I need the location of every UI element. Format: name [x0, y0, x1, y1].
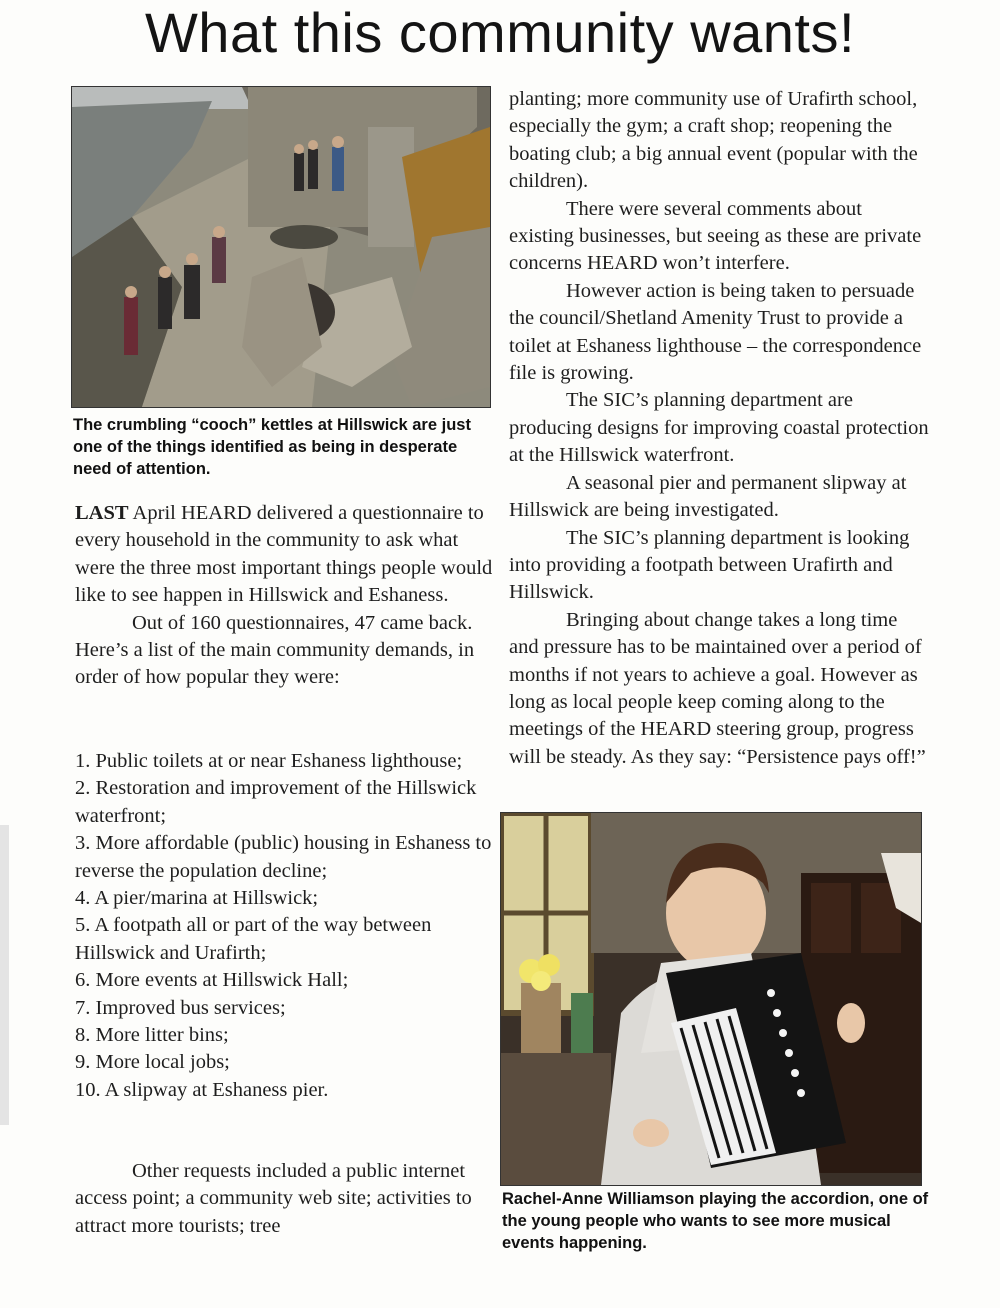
list-item: 3. More affordable (public) housing in Eshaness to reverse the population decline;: [75, 832, 492, 882]
lead-word: LAST: [75, 502, 129, 524]
community-demands-list: [75, 748, 500, 1104]
questionnaire-results-paragraph: Out of 160 questionnaires, 47 came back. Here’s a list of the main community demands, in order of how popular they were:: [75, 611, 475, 689]
body-paragraph: Bringing about change takes a long time and pressure has to be maintained over a period of months if not years to achieve a goal. However as long as local people keep coming along to the meetings of the HEARD steering group, progress will be steady. As they say: “Persistence pays off!”: [509, 608, 926, 768]
intro-paragraph: [75, 500, 495, 610]
list-item: 2. Restoration and improvement of the Hillswick waterfront;: [75, 777, 477, 827]
body-paragraph: The SIC’s planning department is looking into providing a footpath between Urafirth and Hillswick.: [509, 526, 910, 604]
scan-edge-strip: [0, 825, 9, 1125]
list-item: 7. Improved bus services;: [75, 996, 286, 1019]
body-paragraph: However action is being taken to persuade the council/Shetland Amenity Trust to provide a toilet at Eshaness lighthouse – the correspondence file is growing.: [509, 279, 922, 385]
cooch-kettles-photo: [71, 86, 491, 408]
list-item: 1. Public toilets at or near Eshaness lighthouse;: [75, 750, 463, 772]
photo-caption-accordion: Rachel-Anne Williamson playing the accordion, one of the young people who wants to see more musical events happening.: [502, 1190, 929, 1252]
left-column-other-requests: [75, 1158, 495, 1240]
photo-caption-cooch-kettles: The crumbling “cooch” kettles at Hillswick are just one of the things identified as being in desperate need of attention.: [73, 416, 471, 478]
list-item: 8. More litter bins;: [75, 1024, 229, 1047]
body-paragraph: A seasonal pier and permanent slipway at Hillswick are being investigated.: [509, 471, 907, 522]
list-item: 9. More local jobs;: [75, 1051, 230, 1074]
list-item: 4. A pier/marina at Hillswick;: [75, 887, 319, 910]
accordion-player-photo: [500, 812, 922, 1186]
body-paragraph: The SIC’s planning department are producing designs for improving coastal protection at the Hillswick waterfront.: [509, 389, 929, 467]
list-item: 5. A footpath all or part of the way between Hillswick and Urafirth;: [75, 914, 432, 964]
intro-paragraph-text: April HEARD delivered a questionnaire to every household in the community to ask what were the three most important things people would like to see happen in Hillswick and Eshaness.: [75, 502, 493, 607]
list-item: 10. A slipway at Eshaness pier.: [75, 1078, 329, 1101]
list-item: 6. More events at Hillswick Hall;: [75, 969, 349, 992]
left-column-intro: [75, 500, 495, 692]
body-paragraph: There were several comments about existing businesses, but seeing as these are private concerns HEARD won’t interfere.: [509, 197, 922, 275]
page-headline: What this community wants!: [144, 1, 856, 64]
right-column: [509, 86, 929, 771]
continued-paragraph: planting; more community use of Urafirth school, especially the gym; a craft shop; reopening the boating club; a big annual event (popular with the children).: [509, 88, 918, 193]
other-requests-paragraph: Other requests included a public internet access point; a community web site; activities to attract more tourists; tree: [75, 1160, 472, 1237]
